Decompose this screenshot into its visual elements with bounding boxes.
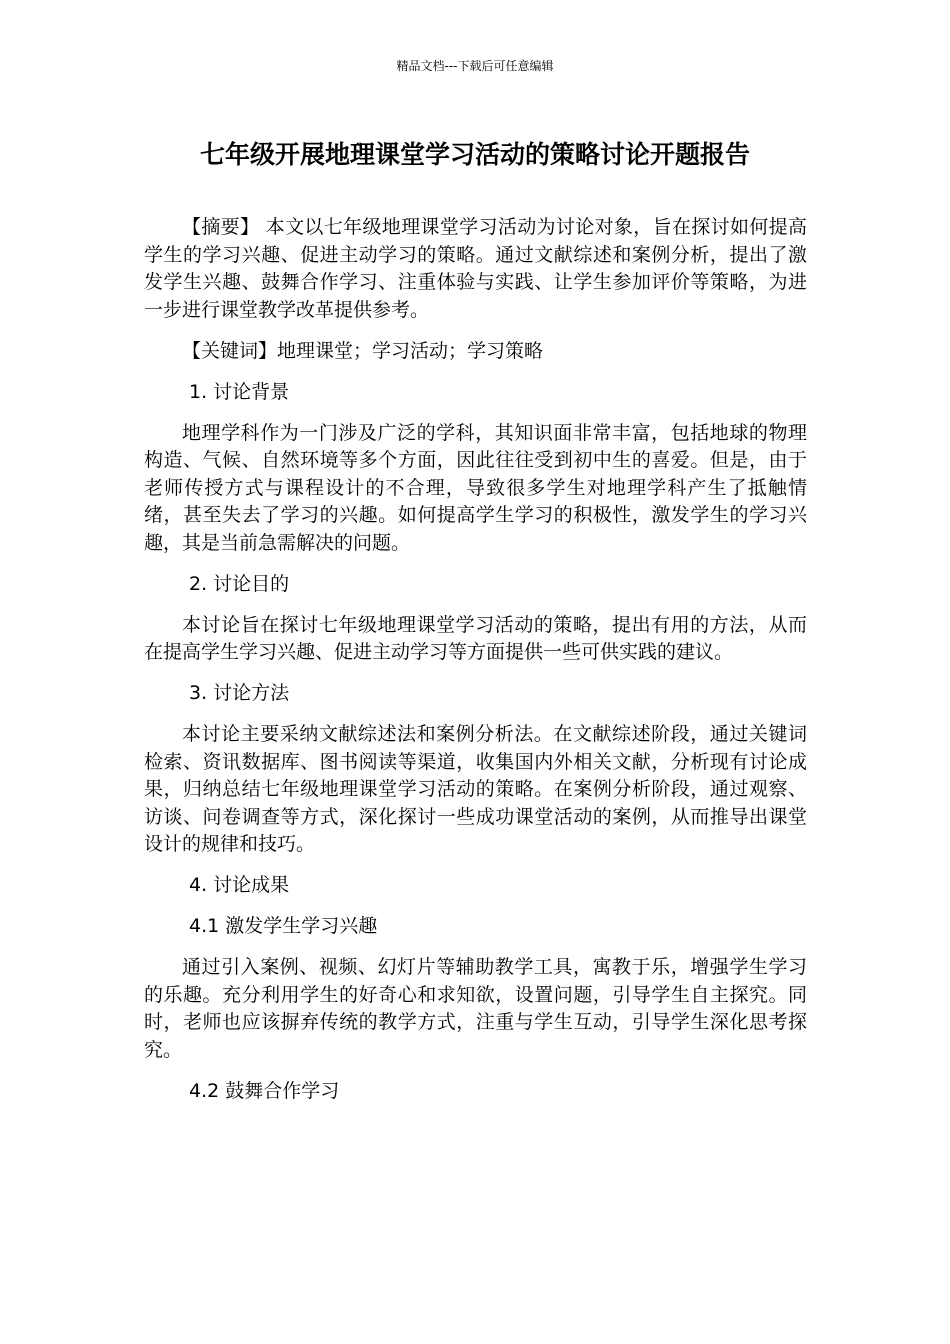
interest-paragraph: 通过引入案例、视频、幻灯片等辅助教学工具，寓教于乐，增强学生学习的乐趣。充分利用学生的好奇心和求知欲，设置问题，引导学生自主探究。同时，老师也应该摒弃传统的教学方式，注重与学生互动，引导学生深化思考探究。 (144, 956, 807, 1061)
section-heading-results: 4. 讨论成果 (189, 874, 290, 896)
purpose-paragraph: 本讨论旨在探讨七年级地理课堂学习活动的策略，提出有用的方法，从而在提高学生学习兴趣、促进主动学习等方面提供一些可供实践的建议。 (144, 613, 807, 663)
keywords-paragraph: 【关键词】地理课堂；学习活动；学习策略 (182, 339, 544, 362)
document-title: 七年级开展地理课堂学习活动的策略讨论开题报告 (199, 140, 750, 169)
page-header: 精品文档---下载后可任意编辑 (396, 59, 554, 73)
abstract-paragraph: 【摘要】 本文以七年级地理课堂学习活动为讨论对象，旨在探讨如何提高学生的学习兴趣、促进主动学习的策略。通过文献综述和案例分析，提出了激发学生兴趣、鼓舞合作学习、注重体验与实践、让学生参加评价等策略，为进一步进行课堂教学改革提供参考。 (144, 216, 807, 321)
method-paragraph: 本讨论主要采纳文献综述法和案例分析法。在文献综述阶段，通过关键词检索、资讯数据库、图书阅读等渠道，收集国内外相关文献，分析现有讨论成果，归纳总结七年级地理课堂学习活动的策略。在案例分析阶段，通过观察、访谈、问卷调查等方式，深化探讨一些成功课堂活动的案例，从而推导出课堂设计的规律和技巧。 (144, 723, 807, 855)
document-body (144, 214, 807, 1119)
section-heading-method: 3. 讨论方法 (189, 682, 290, 704)
section-heading-purpose: 2. 讨论目的 (189, 572, 290, 595)
section-heading-background: 1. 讨论背景 (189, 380, 290, 403)
background-paragraph: 地理学科作为一门涉及广泛的学科，其知识面非常丰富，包括地球的物理构造、气候、自然环境等多个方面，因此往往受到初中生的喜爱。但是，由于老师传授方式与课程设计的不合理，导致很多学生对地理学科产生了抵触情绪，甚至失去了学习的兴趣。如何提高学生学习的积极性，激发学生的学习兴趣，其是当前急需解决的问题。 (144, 421, 807, 554)
subsection-heading-cooperation: 4.2 鼓舞合作学习 (189, 1079, 340, 1102)
subsection-heading-interest: 4.1 激发学生学习兴趣 (189, 915, 378, 937)
